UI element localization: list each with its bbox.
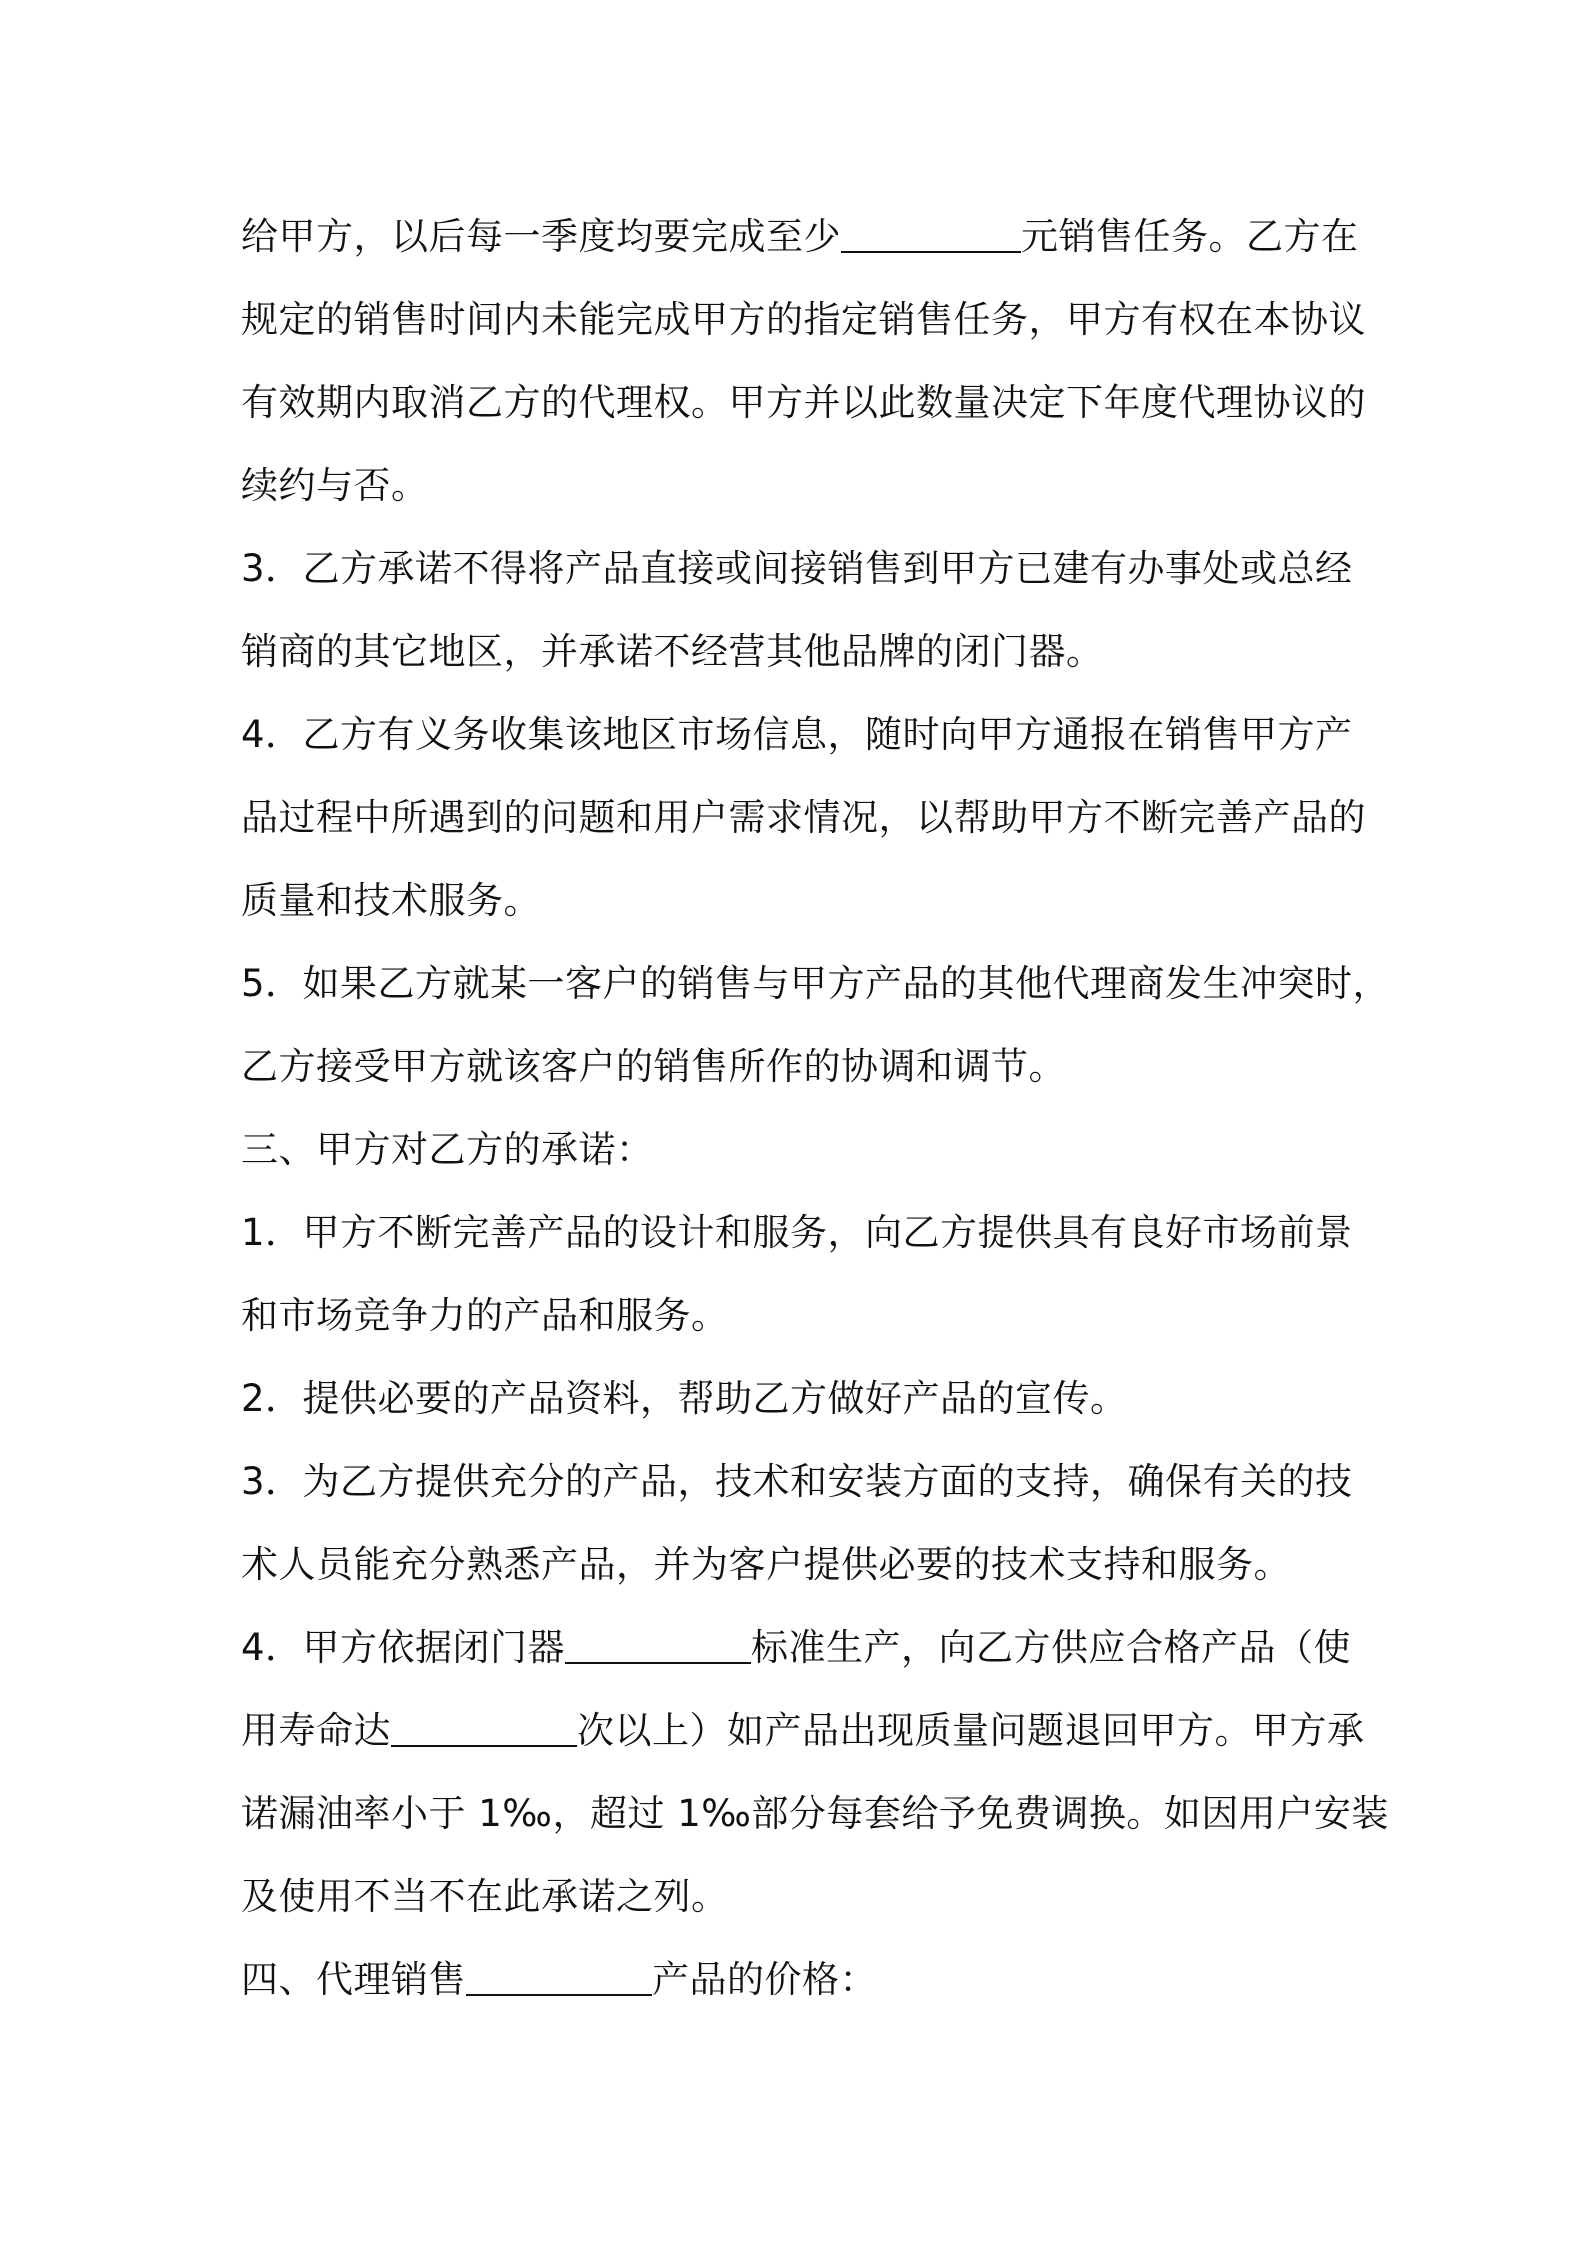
text-line (241, 1025, 1361, 1108)
line-text: 给甲方，以后每一季度均要完成至少 (241, 215, 841, 258)
line-text: 标准生产，向乙方供应合格产品（使 (751, 1626, 1352, 1669)
line-text: 品过程中所遇到的问题和用户需求情况，以帮助甲方不断完善产品的 (241, 796, 1366, 839)
line-text: 和市场竞争力的产品和服务。 (241, 1294, 729, 1337)
text-line (241, 859, 1361, 942)
section-heading (241, 1108, 1361, 1191)
text-line (241, 1274, 1361, 1357)
text-line (241, 1523, 1361, 1606)
line-text: 1．甲方不断完善产品的设计和服务，向乙方提供具有良好市场前景 (241, 1211, 1353, 1254)
line-text: 销商的其它地区，并承诺不经营其他品牌的闭门器。 (241, 630, 1104, 673)
line-text: 续约与否。 (241, 464, 429, 507)
line-text: 用寿命达 (241, 1709, 391, 1752)
text-line (241, 1191, 1361, 1274)
line-text: 四、代理销售 (241, 1958, 466, 2001)
text-line (241, 1689, 1365, 1772)
line-text: 4．乙方有义务收集该地区市场信息，随时向甲方通报在销售甲方产 (241, 713, 1353, 756)
text-line (241, 693, 1361, 776)
fill-in-blank (841, 214, 1021, 253)
text-line (241, 444, 1361, 527)
text-line (241, 195, 1361, 278)
document-body (241, 195, 1391, 2021)
line-text: 3．为乙方提供充分的产品，技术和安装方面的支持，确保有关的技 (241, 1460, 1353, 1503)
line-text: 3．乙方承诺不得将产品直接或间接销售到甲方已建有办事处或总经 (241, 547, 1353, 590)
text-line (241, 942, 1391, 1025)
line-text: 及使用不当不在此承诺之列。 (241, 1875, 729, 1918)
text-line (241, 361, 1366, 444)
line-text: 规定的销售时间内未能完成甲方的指定销售任务，甲方有权在本协议 (241, 298, 1366, 341)
text-line (241, 1855, 1361, 1938)
line-text: 次以上）如产品出现质量问题退回甲方。甲方承 (577, 1709, 1365, 1752)
fill-in-blank (466, 1957, 652, 1996)
line-text: 元销售任务。乙方在 (1021, 215, 1359, 258)
text-line (241, 610, 1361, 693)
text-line (241, 1772, 1389, 1855)
text-line (241, 1440, 1361, 1523)
text-line (241, 1357, 1361, 1440)
line-text: 乙方接受甲方就该客户的销售所作的协调和调节。 (241, 1045, 1066, 1088)
text-line (241, 776, 1366, 859)
line-text: 术人员能充分熟悉产品，并为客户提供必要的技术支持和服务。 (241, 1543, 1291, 1586)
fill-in-blank (391, 1708, 577, 1747)
section-heading (241, 1938, 1361, 2021)
line-text: 三、甲方对乙方的承诺： (241, 1128, 654, 1171)
line-text: 有效期内取消乙方的代理权。甲方并以此数量决定下年度代理协议的 (241, 381, 1366, 424)
fill-in-blank (565, 1625, 751, 1664)
text-line (241, 527, 1361, 610)
line-text: 质量和技术服务。 (241, 879, 541, 922)
line-text: 产品的价格： (652, 1958, 877, 2001)
text-line (241, 1606, 1361, 1689)
line-text: 2．提供必要的产品资料，帮助乙方做好产品的宣传。 (241, 1377, 1128, 1420)
line-text: 诺漏油率小于 1‰，超过 1‰部分每套给予免费调换。如因用户安装 (241, 1792, 1389, 1835)
line-text: 5．如果乙方就某一客户的销售与甲方产品的其他代理商发生冲突时， (241, 962, 1391, 1005)
text-line (241, 278, 1366, 361)
line-text: 4．甲方依据闭门器 (241, 1626, 566, 1669)
